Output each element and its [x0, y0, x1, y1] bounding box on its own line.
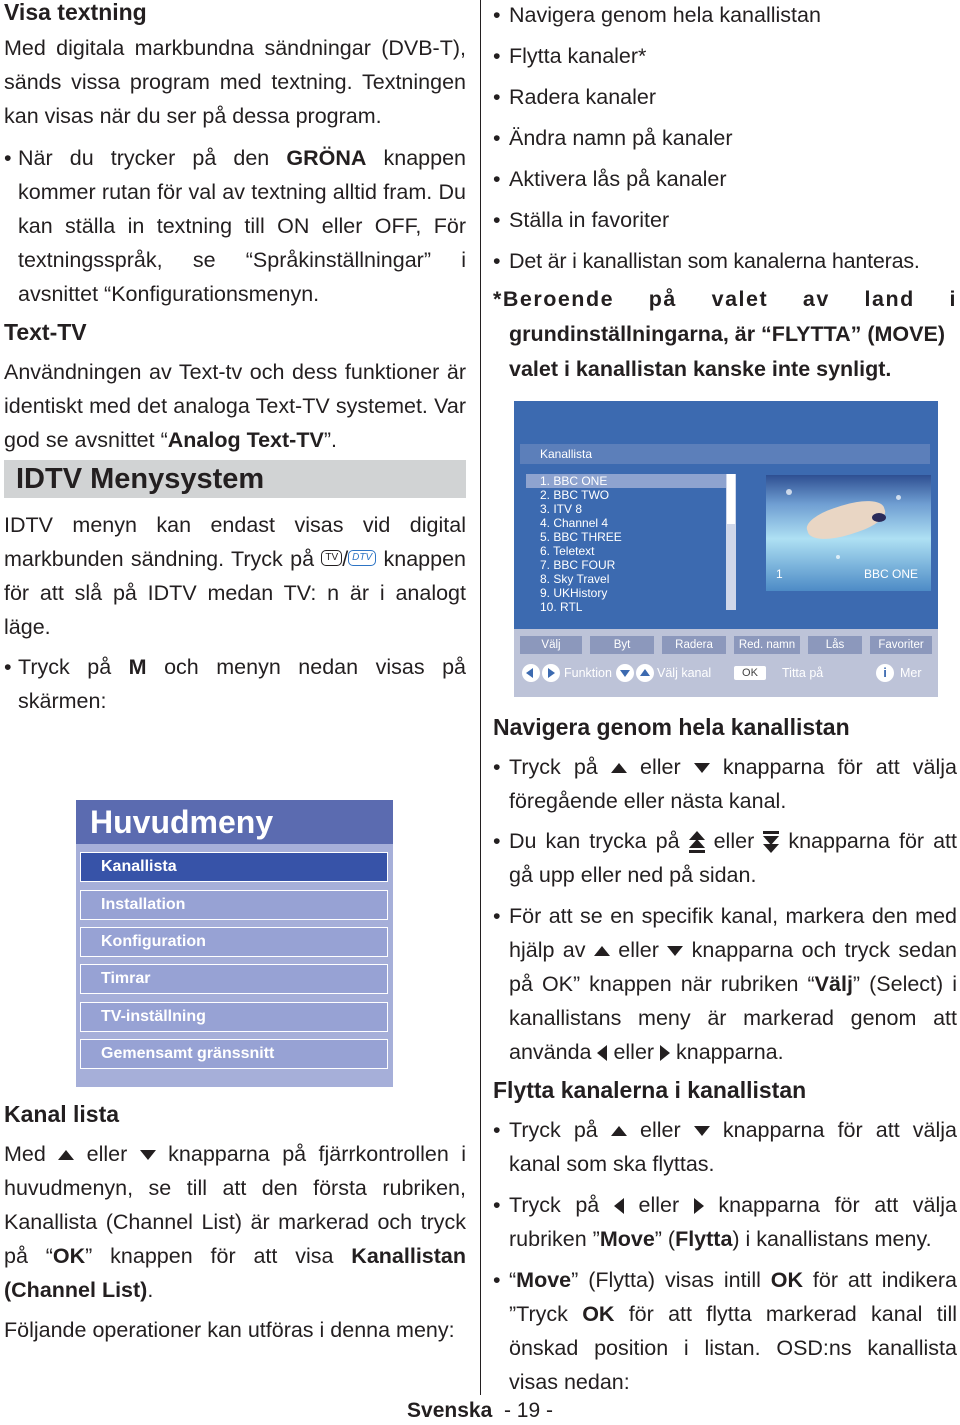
hint-valj-kanal: Välj kanal	[657, 666, 712, 680]
function-buttons	[520, 636, 932, 654]
channel-item[interactable]: 7. BBC FOUR	[540, 558, 616, 572]
preview-channel-name: BBC ONE	[864, 567, 919, 581]
right-arrow-icon	[542, 664, 560, 682]
op-lock: • Aktivera lås på kanaler	[493, 159, 957, 200]
channel-item[interactable]: 8. Sky Travel	[540, 572, 610, 586]
channel-list	[526, 474, 726, 614]
page-footer	[0, 1397, 960, 1425]
down-arrow-icon	[667, 946, 683, 956]
paragraph-subtitles: Med digitala markbundna sändningar (DVB-T), sänds vissa program med textning. Textningen kan visas när du ser på dessa program.	[4, 36, 466, 128]
paragraph-idtv: IDTV menyn kan endast visas vid digital markbunden sändning. Tryck på TV / DTV knappen för att slå på IDTV medan TV: n är i analogt läge.	[4, 513, 467, 639]
channel-item[interactable]: 10. RTL	[540, 600, 583, 614]
menu-item-tv-installning[interactable]: TV-inställning	[80, 1002, 388, 1032]
hint-funktion: Funktion	[564, 666, 612, 680]
nav-bullet-3: • För att se en specifik kanal, markera den med hjälp av eller knapparna och tryck sedan på OK” knappen när rubriken “Välj” (Select) i kanallistans meny är markerad genom att använda eller knapparna.	[493, 899, 957, 1069]
main-menu-screenshot	[76, 800, 393, 1087]
channel-item[interactable]: 9. UKHistory	[540, 586, 608, 600]
note-move-option: *Beroende på valet av land i grundinställningarna, är “FLYTTA” (MOVE) valet i kanallistan kanske inte synligt.	[493, 287, 957, 381]
channel-item[interactable]: 2. BBC TWO	[540, 488, 610, 502]
column-divider	[480, 0, 481, 1395]
up-arrow-icon	[636, 664, 654, 682]
goggle-image	[872, 513, 886, 522]
page-number: - 19 -	[503, 1399, 553, 1422]
bubble-image	[896, 495, 901, 500]
channel-item[interactable]: 6. Teletext	[540, 544, 595, 558]
heading-idtv-menu: IDTV Menysystem	[4, 460, 466, 498]
paragraph-kanal-lista: Med eller knapparna på fjärrkontrollen i huvudmenyn, se till att den första rubriken, Kanallista (Channel List) är markerad och tryck på “OK” knappen för att visa Kanallistan (Channel List).	[4, 1142, 466, 1302]
up-arrow-icon	[611, 763, 627, 773]
right-column-bottom	[493, 710, 957, 1399]
left-column	[4, 0, 466, 718]
channel-list-title: Kanallista	[520, 444, 930, 464]
page-up-icon	[689, 831, 705, 853]
paragraph-operations: Följande operationer kan utföras i denna meny:	[4, 1318, 455, 1342]
op-navigate: • Navigera genom hela kanallistan	[493, 0, 957, 36]
menu-item-timrar[interactable]: Timrar	[80, 964, 388, 994]
channel-item[interactable]: 3. ITV 8	[540, 502, 583, 516]
menu-item-installation[interactable]: Installation	[80, 890, 388, 920]
preview-channel-number: 1	[776, 567, 783, 581]
channel-item[interactable]: 4. Channel 4	[540, 516, 609, 530]
heading-teletext: Text-TV	[4, 319, 87, 345]
scrollbar-thumb[interactable]	[727, 474, 735, 524]
op-delete: • Radera kanaler	[493, 77, 957, 118]
heading-kanal-lista: Kanal lista	[4, 1101, 120, 1127]
move-bullet-3: • “Move” (Flytta) visas intill OK för att indikera ”Tryck OK för att flytta markerad kanal till önskad position i listan. OSD:ns kanallista visas nedan:	[493, 1263, 957, 1399]
down-arrow-icon	[694, 1126, 710, 1136]
menu-item-konfiguration[interactable]: Konfiguration	[80, 927, 388, 957]
bullet-press-m: • Tryck på M och menyn nedan visas på skärmen:	[4, 650, 466, 718]
right-arrow-icon	[694, 1198, 704, 1214]
op-rename: • Ändra namn på kanaler	[493, 118, 957, 159]
select-button[interactable]: Välj	[520, 636, 582, 654]
lock-button[interactable]: Lås	[808, 636, 862, 654]
up-arrow-icon	[611, 1126, 627, 1136]
down-arrow-icon	[616, 664, 634, 682]
left-column-bottom	[4, 1097, 466, 1347]
page-down-icon	[763, 831, 779, 853]
down-arrow-icon	[140, 1150, 156, 1160]
bubble-image	[836, 555, 840, 559]
paragraph-teletext: Användningen av Text-tv och dess funktioner är identiskt med det analoga Text-TV systemet. Var god se avsnittet “Analog Text-TV”.	[4, 360, 466, 452]
info-icon: i	[876, 664, 894, 682]
up-arrow-icon	[58, 1150, 74, 1160]
move-bullet-1: • Tryck på eller knapparna för att välja kanal som ska flyttas.	[493, 1113, 957, 1181]
delete-button[interactable]: Radera	[662, 636, 726, 654]
hint-mer: Mer	[900, 666, 922, 680]
left-arrow-icon	[614, 1198, 624, 1214]
left-arrow-icon	[522, 664, 540, 682]
move-bullet-2: • Tryck på eller knapparna för att välja rubriken ”Move” (Flytta) i kanallistans meny.	[493, 1188, 957, 1256]
dtv-button-icon: DTV	[348, 550, 376, 566]
nav-bullet-2: • Du kan trycka på eller knapparna för att gå upp eller ned på sidan.	[493, 824, 957, 892]
bullet-green-button: • När du trycker på den GRÖNA knappen kommer rutan för val av textning alltid fram. Du kan ställa in textning till ON eller OFF, För textningsspråk, se “Språkinställningar” i avsnittet “Konfigurationsmenyn.	[4, 141, 466, 311]
hint-titta-pa: Titta på	[782, 666, 824, 680]
heading-subtitles: Visa textning	[4, 0, 147, 25]
navigation-hints	[520, 661, 932, 685]
op-favourites: • Ställa in favoriter	[493, 200, 957, 241]
op-managed: • Det är i kanallistan som kanalerna hanteras.	[493, 241, 957, 282]
right-arrow-icon	[660, 1045, 670, 1061]
footer-language: Svenska	[407, 1399, 493, 1422]
preview-info	[766, 564, 931, 584]
ok-button-icon: OK	[734, 666, 766, 680]
rename-button[interactable]: Red. namn	[734, 636, 800, 654]
menu-item-gemensamt[interactable]: Gemensamt gränssnitt	[80, 1039, 388, 1069]
bubble-image	[786, 489, 792, 495]
heading-navigate: Navigera genom hela kanallistan	[493, 714, 850, 740]
right-column	[493, 0, 957, 387]
main-menu-title: Huvudmeny	[76, 800, 393, 844]
channel-list-scrollbar[interactable]	[726, 474, 736, 610]
channel-item[interactable]: 1. BBC ONE	[526, 474, 726, 488]
tv-button-icon: TV	[321, 550, 342, 566]
op-move: • Flytta kanaler*	[493, 36, 957, 77]
nav-bullet-1: • Tryck på eller knapparna för att välja föregående eller nästa kanal.	[493, 750, 957, 818]
menu-item-kanallista[interactable]: Kanallista	[80, 852, 388, 882]
channel-list-screenshot	[514, 401, 938, 697]
favourites-button[interactable]: Favoriter	[870, 636, 932, 654]
channel-item[interactable]: 5. BBC THREE	[540, 530, 622, 544]
up-arrow-icon	[594, 946, 610, 956]
down-arrow-icon	[694, 763, 710, 773]
left-arrow-icon	[597, 1045, 607, 1061]
swap-button[interactable]: Byt	[590, 636, 654, 654]
heading-move-channels: Flytta kanalerna i kanallistan	[493, 1077, 807, 1103]
